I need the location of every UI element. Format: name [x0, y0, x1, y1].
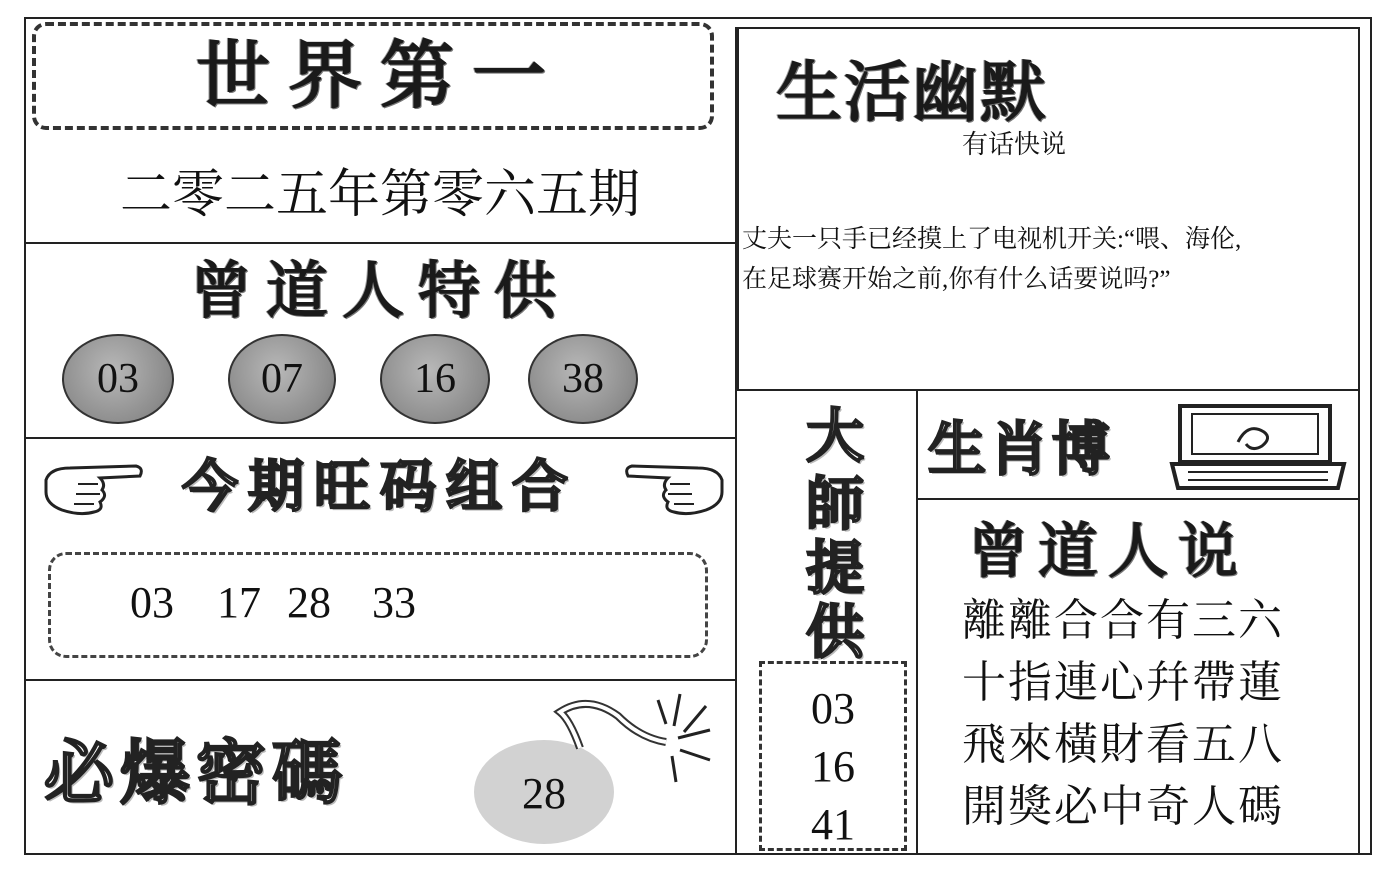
page-title: 世界第一 [196, 36, 564, 118]
humor-text-line-2: 在足球赛开始之前,你有什么话要说吗?” [742, 266, 1171, 293]
computer-icon [1168, 402, 1348, 492]
combo-number-2: 17 [217, 578, 261, 627]
combo-heading: 今期旺码组合 [182, 455, 578, 520]
zodiac-heading: 生肖博 [928, 415, 1115, 483]
divider-3 [26, 679, 735, 681]
sayings-line-4: 開獎必中奇人碼 [962, 781, 1284, 832]
special-heading: 曾道人特供 [189, 258, 570, 326]
divider-1 [26, 242, 735, 244]
provider-number-2: 16 [811, 742, 855, 791]
bomb-heading: 必爆密碼 [44, 732, 348, 814]
combo-number-1: 03 [130, 578, 174, 627]
issue-label: 二零二五年第零六五期 [119, 165, 640, 225]
special-ball-2: 07 [228, 334, 336, 424]
sayings-line-1: 離離合合有三六 [962, 595, 1284, 646]
combo-number-4: 33 [372, 578, 416, 627]
sayings-line-3: 飛來橫財看五八 [962, 719, 1284, 770]
pointing-hand-left-icon [618, 450, 728, 522]
provider-char-4: 供 [805, 600, 864, 665]
pointing-hand-right-icon [40, 450, 150, 522]
humor-heading: 生活幽默 [776, 54, 1048, 131]
provider-number-1: 03 [811, 684, 855, 733]
combo-number-3: 28 [287, 578, 331, 627]
humor-subheading: 有话快说 [962, 130, 1067, 160]
special-ball-4: 38 [528, 334, 638, 424]
divider-2 [26, 437, 735, 439]
provider-char-2: 師 [805, 472, 864, 537]
provider-number-3: 41 [811, 800, 855, 849]
provider-char-1: 大 [805, 404, 864, 469]
sayings-heading: 曾道人说 [968, 517, 1248, 587]
special-ball-1: 03 [62, 334, 174, 424]
bomb-number: 28 [522, 769, 566, 818]
provider-char-3: 提 [805, 536, 864, 601]
humor-text-line-1: 丈夫一只手已经摸上了电视机开关:“喂、海伦, [742, 226, 1242, 253]
sayings-line-2: 十指連心幷帶蓮 [962, 657, 1284, 708]
special-ball-3: 16 [380, 334, 490, 424]
